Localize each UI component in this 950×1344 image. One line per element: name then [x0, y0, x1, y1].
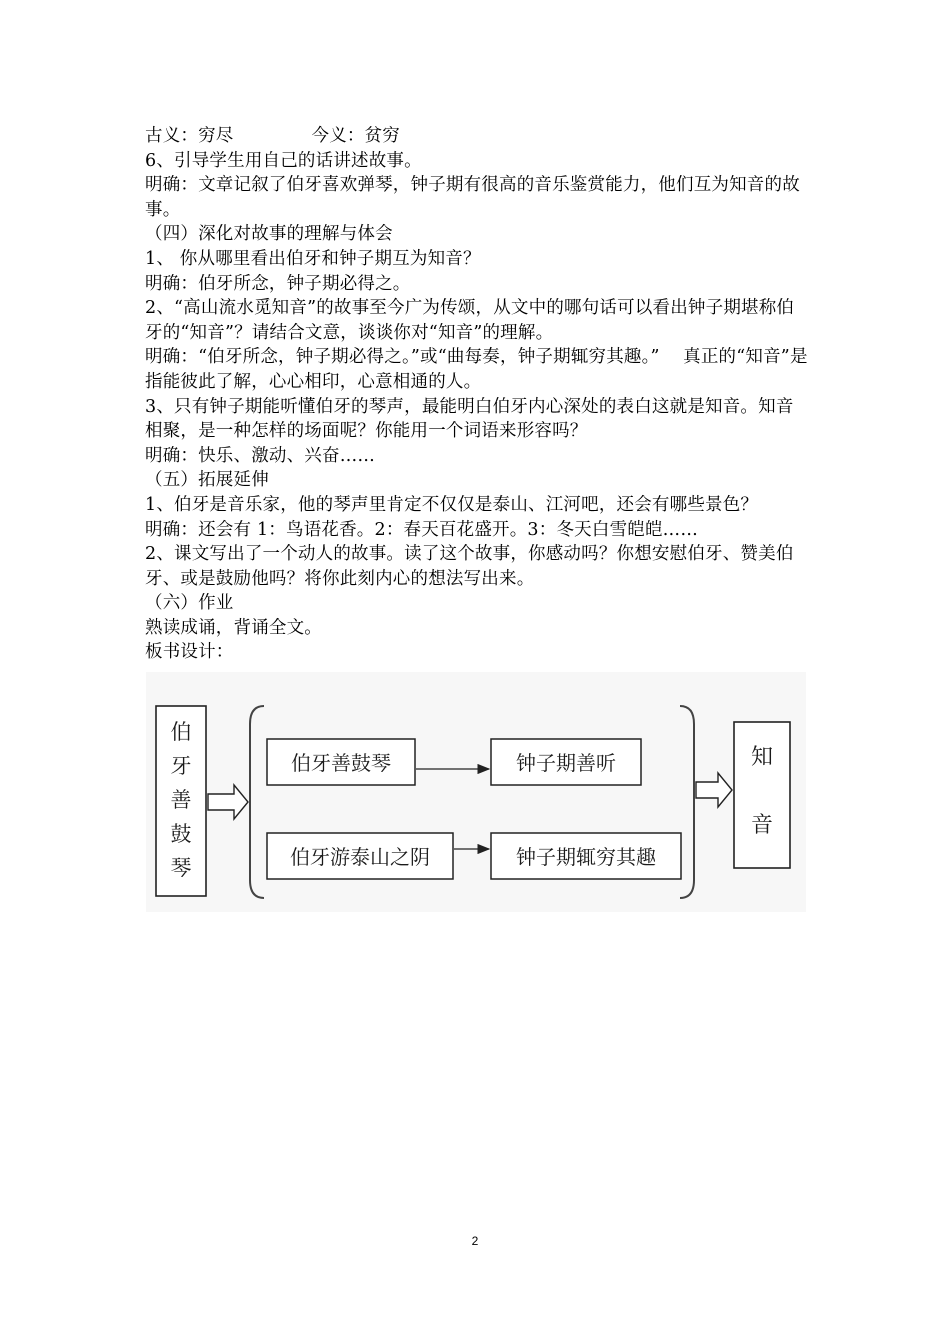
answer-3: 明确：快乐、激动、兴奋…… [145, 445, 376, 466]
left-char-5: 琴 [170, 856, 192, 880]
section-heading-5: （五）拓展延伸 [145, 470, 269, 491]
step-6: 6、引导学生用自己的话讲述故事。 [145, 150, 422, 171]
right-block-arrow-icon [696, 773, 732, 807]
answer-paragraph: 明确：文章记叙了伯牙喜欢弹琴，钟子期有很高的音乐鉴赏能力，他们互为知音的故事。 [145, 175, 800, 220]
extension-question-2: 2、课文写出了一个动人的故事。读了这个故事，你感动吗？你想安慰伯牙、赞美伯牙、或是鼓励他吗？将你此刻内心的想法写出来。 [145, 544, 794, 589]
ancient-meaning: 古义：穷尽 [145, 126, 234, 146]
left-block-arrow-icon [208, 785, 248, 819]
box-ziqi-listens-text: 钟子期善听 [516, 751, 616, 775]
section-heading-6: （六）作业 [145, 593, 234, 614]
question-3: 3、只有钟子期能听懂伯牙的琴声，最能明白伯牙内心深处的表白这就是知音。知音相聚，是一种怎样的场面呢？你能用一个词语来形容吗？ [145, 396, 794, 442]
question-1: 1、 你从哪里看出伯牙和钟子期互为知音？ [145, 248, 481, 269]
box-boya-taishan-text: 伯牙游泰山之阴 [290, 845, 430, 869]
right-bracket [680, 706, 694, 898]
modern-meaning: 今义：贫穷 [311, 126, 400, 146]
board-design-diagram [146, 672, 806, 912]
box-boya-plays-text: 伯牙善鼓琴 [291, 751, 391, 775]
right-char-2: 音 [750, 813, 774, 838]
extension-answer-1: 明确：还会有 1：鸟语花香。2：春天百花盛开。3：冬天白雪皑皑…… [145, 519, 699, 540]
board-design-label: 板书设计： [145, 642, 234, 663]
extension-question-1: 1、伯牙是音乐家，他的琴声里肯定不仅仅是泰山、江河吧，还会有哪些景色？ [145, 494, 759, 515]
zhiyin-box [734, 722, 790, 868]
left-bracket [250, 706, 264, 898]
question-2: 2、“高山流水觅知音”的故事至今广为传颂，从文中的哪句话可以看出钟子期堪称伯牙的“知音”？请结合文意，谈谈你对“知音”的理解。 [145, 298, 795, 343]
page-number: 2 [471, 1234, 479, 1248]
answer-2: 明确：“伯牙所念，钟子期必得之。”或“曲每奏，钟子期辄穷其趣。” 真正的“知音”是指能彼此了解，心心相印，心意相通的人。 [145, 347, 808, 392]
left-char-3: 善 [170, 788, 192, 812]
left-char-2: 牙 [170, 754, 192, 778]
left-char-1: 伯 [170, 720, 192, 744]
answer-1: 明确：伯牙所念，钟子期必得之。 [145, 273, 411, 294]
meaning-line [145, 124, 810, 149]
right-char-1: 知 [750, 745, 774, 770]
lesson-text [145, 124, 810, 665]
left-char-4: 鼓 [170, 822, 192, 846]
box-ziqi-interest-text: 钟子期辄穷其趣 [516, 845, 656, 869]
homework-text: 熟读成诵，背诵全文。 [145, 617, 322, 638]
section-heading-4: （四）深化对故事的理解与体会 [145, 224, 393, 245]
